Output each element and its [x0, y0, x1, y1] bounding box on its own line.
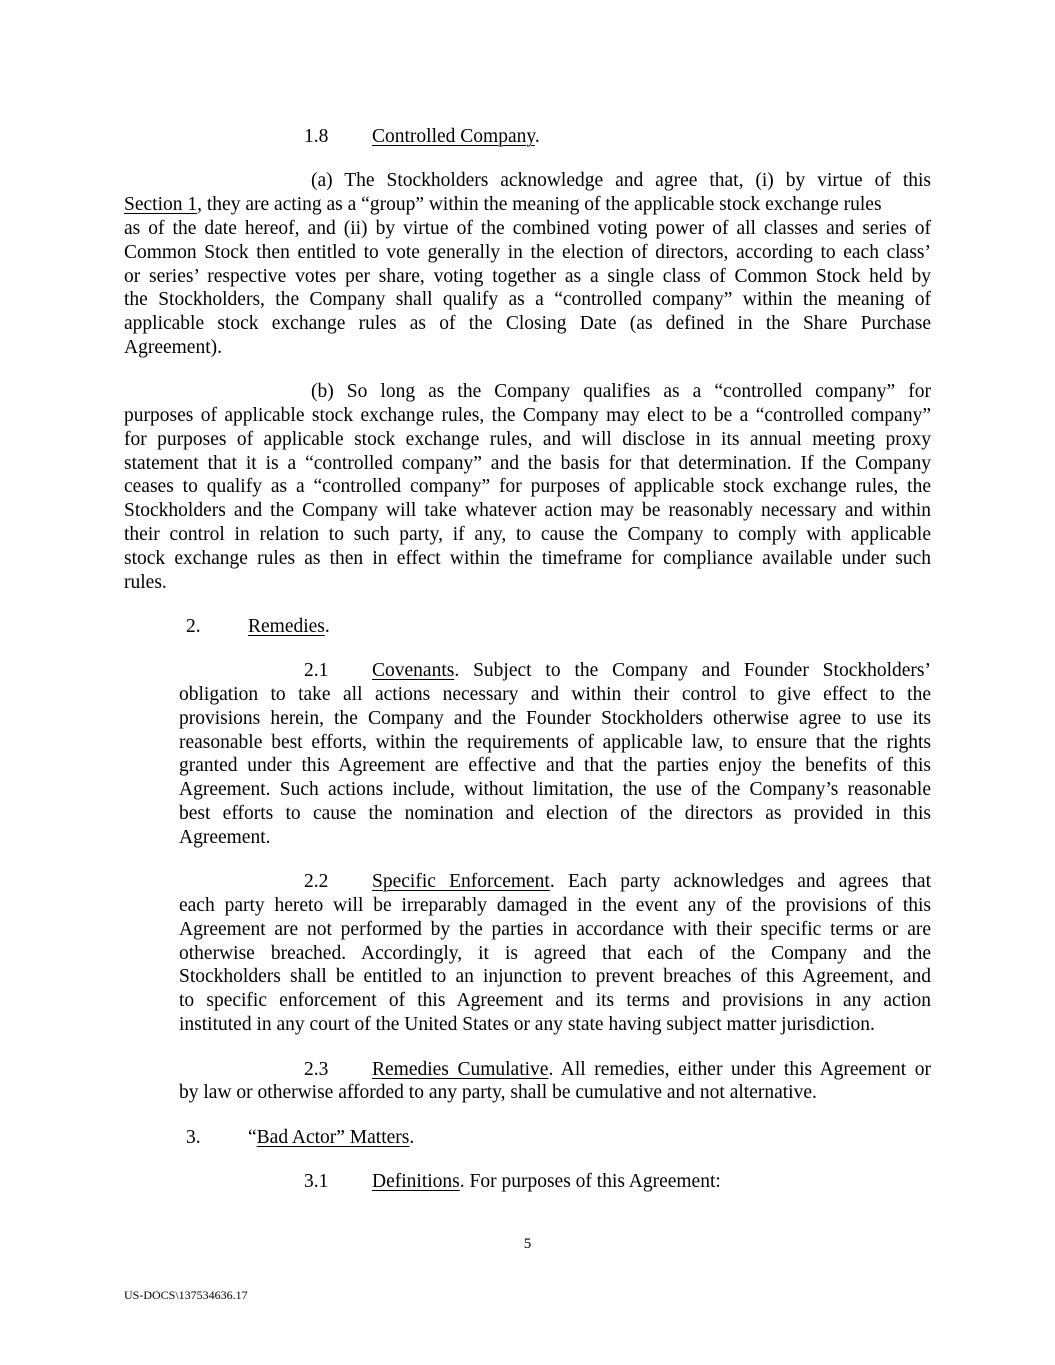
section-2-1-line: obligation to take all actions necessary and within their control to give effect to the [179, 684, 931, 705]
para-1-8b-line: for purposes of applicable stock exchange rules, and will disclose in its annual meeting proxy [124, 428, 931, 450]
para-1-8a-line: applicable stock exchange rules as of the Closing Date (as defined in the Share Purchase [124, 313, 931, 335]
section-3-1-line: Definitions. For purposes of this Agreement: [372, 1171, 721, 1192]
para-1-8b-line: statement that it is a “controlled company” and the basis for that determination. If the Company [124, 452, 931, 474]
para-1-8b-last-line: rules. [124, 572, 167, 593]
section-2-1-last-line: Agreement. [179, 827, 271, 848]
section-heading-1-8: Controlled Company. [372, 126, 540, 147]
heading-title: Bad Actor” Matters [256, 1127, 410, 1148]
para-1-8a-last-line: Agreement). [124, 337, 222, 358]
heading-title: Remedies Cumulative [372, 1059, 549, 1080]
para-1-8a-line-2: Section 1, they are acting as a “group” within the meaning of the applicable stock exchange rules [124, 194, 882, 215]
para-1-8a-line-1: (a) The Stockholders acknowledge and agree that, (i) by virtue of this [311, 170, 931, 191]
section-number-2-3: 2.3 [304, 1059, 329, 1080]
para-1-8a-line: as of the date hereof, and (ii) by virtue of the combined voting power of all classes and series of [124, 218, 931, 239]
para-1-8a-line: or series’ respective votes per share, voting together as a single class of Common Stock held by [124, 265, 931, 287]
heading-title: Definitions [372, 1171, 460, 1192]
section-2-1-line: provisions herein, the Company and the Founder Stockholders otherwise agree to use its [179, 707, 931, 729]
para-1-8a-line: Common Stock then entitled to vote generally in the election of directors, according to each class’ [124, 241, 931, 263]
section-2-2-line: to specific enforcement of this Agreement and its terms and provisions in any action [179, 990, 931, 1012]
section-number-2: 2. [186, 616, 201, 637]
section-2-3-last-line: by law or otherwise afforded to any party, shall be cumulative and not alternative. [179, 1082, 817, 1103]
heading-title: Specific Enforcement [372, 871, 550, 892]
section-heading-2: Remedies. [248, 616, 330, 637]
para-1-8b-line: stock exchange rules as then in effect within the timeframe for compliance available under such [124, 547, 931, 569]
section-2-1-line: best efforts to cause the nomination and election of the directors as provided in this [179, 803, 931, 824]
section-number-3-1: 3.1 [304, 1171, 329, 1192]
section-number-2-1: 2.1 [304, 660, 329, 681]
document-footer-id: US-DOCS\137534636.17 [124, 1288, 248, 1302]
section-2-2-line: Stockholders shall be entitled to an injunction to prevent breaches of this Agreement, and [179, 966, 931, 988]
para-1-8b-line: Stockholders and the Company will take whatever action may be reasonably necessary and within [124, 500, 931, 522]
section-2-1-line: Agreement. Such actions include, without limitation, the use of the Company’s reasonable [179, 779, 931, 801]
heading-title: Controlled Company [372, 126, 535, 147]
heading-title: Covenants [372, 660, 455, 681]
para-1-8b-line: their control in relation to such party, if any, to cause the Company to comply with applicable [124, 524, 931, 545]
page-number: 5 [523, 1236, 532, 1252]
heading-title: Remedies [248, 616, 325, 637]
section-heading-3: “Bad Actor” Matters. [248, 1127, 415, 1148]
para-1-8a-line: the Stockholders, the Company shall qualify as a “controlled company” within the meaning of [124, 289, 931, 311]
para-1-8b-line-1: (b) So long as the Company qualifies as a “controlled company” for [311, 381, 931, 402]
section-2-2-last-line: instituted in any court of the United States or any state having subject matter jurisdiction. [179, 1014, 875, 1035]
section-2-2-line: each party hereto will be irreparably damaged in the event any of the provisions of this [179, 895, 931, 916]
section-2-2-line: otherwise breached. Accordingly, it is agreed that each of the Company and the [179, 942, 931, 964]
section-1-reference: Section 1 [124, 194, 198, 215]
section-number-3: 3. [186, 1127, 201, 1148]
section-2-2-line-1: Specific Enforcement. Each party acknowledges and agrees that [372, 871, 931, 892]
section-number-1-8: 1.8 [304, 126, 329, 147]
para-1-8b-line: ceases to qualify as a “controlled company” for purposes of applicable stock exchange rules, the [124, 476, 931, 498]
para-1-8b-line: purposes of applicable stock exchange rules, the Company may elect to be a “controlled company” [124, 405, 931, 426]
section-number-2-2: 2.2 [304, 871, 329, 892]
section-2-1-line-1: Covenants. Subject to the Company and Founder Stockholders’ [372, 660, 931, 681]
section-2-1-line: reasonable best efforts, within the requirements of applicable law, to ensure that the rights [179, 731, 931, 753]
section-2-1-line: granted under this Agreement are effective and that the parties enjoy the benefits of this [179, 755, 931, 777]
section-2-3-line-1: Remedies Cumulative. All remedies, either under this Agreement or [372, 1059, 931, 1080]
section-2-2-line: Agreement are not performed by the parties in accordance with their specific terms or are [179, 918, 931, 940]
